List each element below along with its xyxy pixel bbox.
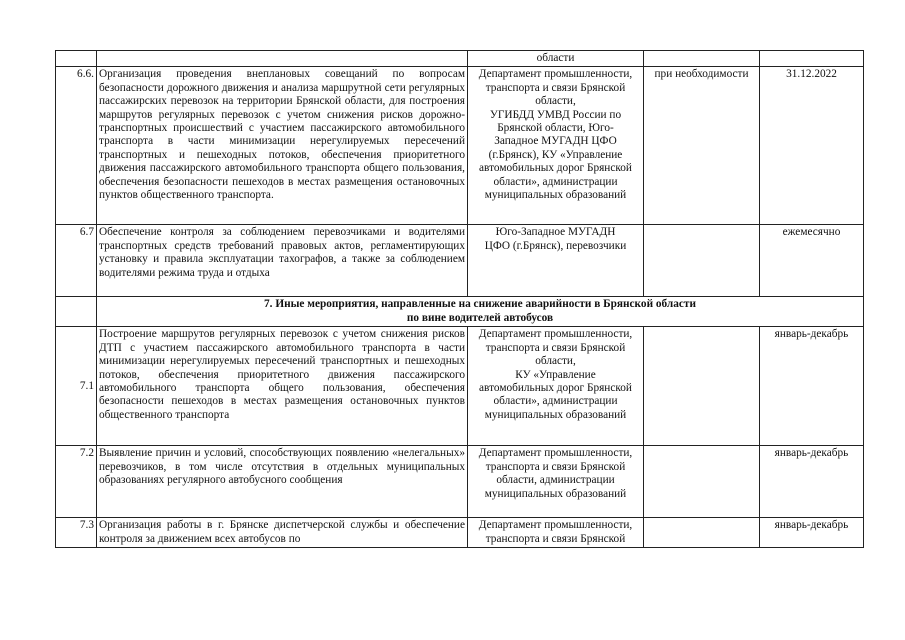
num-cell <box>56 297 97 327</box>
table-row-7-2 <box>56 446 864 518</box>
term-cell: январь-декабрь <box>760 446 864 518</box>
num-cell: 7.1 <box>56 327 97 446</box>
frequency-cell <box>644 518 760 548</box>
responsible-cell: Департамент промышленности, транспорта и связи Брянской области, администрации муниципальных образований <box>468 446 644 518</box>
term-cell: январь-декабрь <box>760 518 864 548</box>
section-title-line1: 7. Иные мероприятия, направленные на снижение аварийности в Брянской области <box>264 298 696 311</box>
num-cell: 7.3 <box>56 518 97 548</box>
table-row-6-6 <box>56 67 864 225</box>
frequency-cell: при необходимости <box>644 67 760 225</box>
desc-cell: Организация работы в г. Брянске диспетчерской службы и обеспечение контроля за движением всех автобусов по <box>97 518 468 548</box>
frequency-cell <box>644 225 760 297</box>
measures-table <box>55 50 864 548</box>
num-cell <box>56 51 97 67</box>
term-cell: ежемесячно <box>760 225 864 297</box>
table-row-7-1 <box>56 327 864 446</box>
num-cell: 6.6. <box>56 67 97 225</box>
num-cell: 7.2 <box>56 446 97 518</box>
section-title-line2: по вине водителей автобусов <box>406 311 554 324</box>
desc-cell: Построение маршрутов регулярных перевозок с учетом снижения рисков ДТП с участием пассажирского автомобильного транспорта в части минимизации нерегулируемых пересечений транспортных и пешеходных потоков, обеспечения приоритетного движения пассажирского автомобильного транспорта общего пользования, обеспечения безопасности пешеходов в местах размещения остановочных пунктов общественного транспорта <box>97 327 468 446</box>
section-heading <box>97 297 864 327</box>
table-row-6-7 <box>56 225 864 297</box>
responsible-cell: области <box>468 51 644 67</box>
term-cell <box>760 51 864 67</box>
num-cell: 6.7 <box>56 225 97 297</box>
frequency-cell <box>644 446 760 518</box>
table-row-7-3 <box>56 518 864 548</box>
term-cell: 31.12.2022 <box>760 67 864 225</box>
table-row-continuation <box>56 51 864 67</box>
term-cell: январь-декабрь <box>760 327 864 446</box>
desc-cell: Выявление причин и условий, способствующих появлению «нелегальных» перевозчиков, в том числе отсутствия в отдельных муниципальных образованиях регулярного автобусного сообщения <box>97 446 468 518</box>
desc-cell: Организация проведения внеплановых совещаний по вопросам безопасности дорожного движения и анализа маршрутной сети регулярных пассажирских перевозок на территории Брянской области, для построения маршрутов регулярных перевозок с учетом снижения рисков дорожно-транспортных происшествий с участием пассажирского автомобильного транспорта в части минимизации нерегулируемых пересечений транспортных и пешеходных потоков, обеспечения приоритетного движения пассажирского автомобильного транспорта общего пользования, обеспечения безопасности пешеходов в местах размещения остановочных пунктов общественного транспорта. <box>97 67 468 225</box>
responsible-cell: Департамент промышленности, транспорта и связи Брянской области, УГИБДД УМВД России по Брянской области, Юго- Западное МУГАДН ЦФО (г.Брянск), КУ «Управление автомобильных дорог Брянской области», администрации муниципальных образований <box>468 67 644 225</box>
responsible-cell: Департамент промышленности, транспорта и связи Брянской <box>468 518 644 548</box>
responsible-cell: Юго-Западное МУГАДН ЦФО (г.Брянск), перевозчики <box>468 225 644 297</box>
frequency-cell <box>644 327 760 446</box>
frequency-cell <box>644 51 760 67</box>
responsible-cell: Департамент промышленности, транспорта и связи Брянской области, КУ «Управление автомобильных дорог Брянской области», администрации муниципальных образований <box>468 327 644 446</box>
desc-cell <box>97 51 468 67</box>
desc-cell: Обеспечение контроля за соблюдением перевозчиками и водителями транспортных средств требований правовых актов, регламентирующих установку и правила эксплуатации тахографов, а также за соблюдением водителями режима труда и отдыха <box>97 225 468 297</box>
table-row-section-7 <box>56 297 864 327</box>
